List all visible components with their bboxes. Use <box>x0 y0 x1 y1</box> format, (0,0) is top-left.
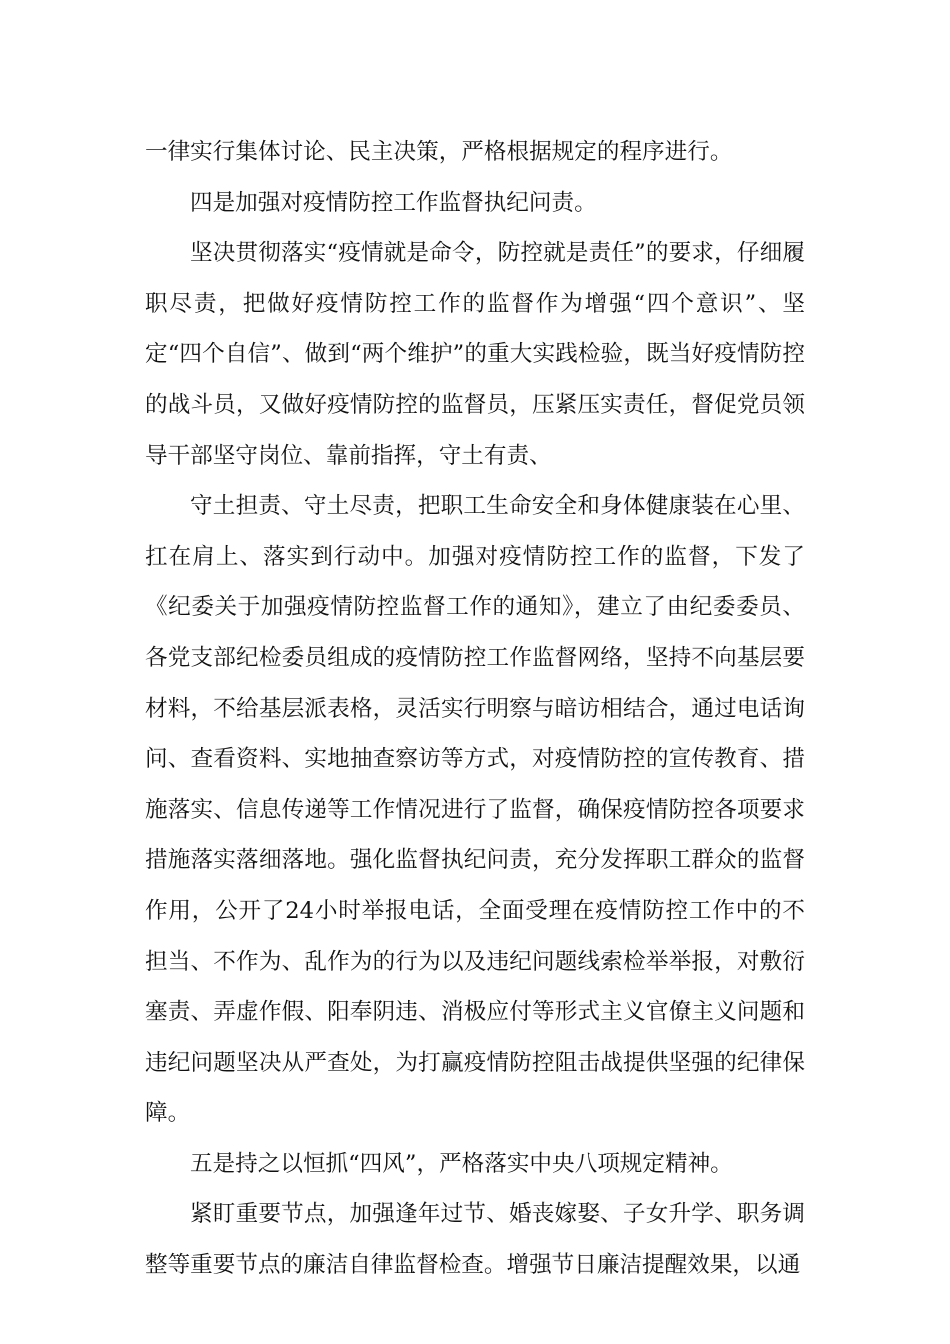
paragraph-2-heading: 四是加强对疫情防控工作监督执纪问责。 <box>190 189 597 216</box>
paragraph-3: 坚决贯彻落实“疫情就是命令，防控就是责任”的要求，仔细履职尽责，把做好疫情防控工作的监督作为增强“四个意识”、坚定“四个自信”、做到“两个维护”的重大实践检验，既当好疫情防控的战斗员，又做好疫情防控的监督员，压紧压实责任，督促党员领导干部坚守岗位、靠前指挥，守土有责、 <box>145 240 805 469</box>
paragraph-6: 紧盯重要节点，加强逢年过节、婚丧嫁娶、子女升学、职务调整等重要节点的廉洁自律监督检查。增强节日廉洁提醒效果，以通 <box>145 1201 805 1279</box>
paragraph-4: 守土担责、守土尽责，把职工生命安全和身体健康装在心里、扛在肩上、落实到行动中。加强对疫情防控工作的监督，下发了《纪委关于加强疫情防控监督工作的通知》，建立了由纪委委员、各党支部纪检委员组成的疫情防控工作监督网络，坚持不向基层要材料，不给基层派表格，灵活实行明察与暗访相结合，通过电话询问、查看资料、实地抽查察访等方式，对疫情防控的宣传教育、措施落实、信息传递等工作情况进行了监督，确保疫情防控各项要求措施落实落细落地。强化监督执纪问责，充分发挥职工群众的监督作用，公开了24小时举报电话，全面受理在疫情防控工作中的不担当、不作为、乱作为的行为以及违纪问题线索检举举报，对敷衍塞责、弄虚作假、阳奉阴违、消极应付等形式主义官僚主义问题和违纪问题坚决从严查处，为打赢疫情防控阻击战提供坚强的纪律保障。 <box>145 493 805 1127</box>
document-body <box>145 127 805 1291</box>
paragraph-1: 一律实行集体讨论、民主决策，严格根据规定的程序进行。 <box>145 139 733 165</box>
paragraph-5-heading: 五是持之以恒抓“四风”，严格落实中央八项规定精神。 <box>190 1150 733 1177</box>
